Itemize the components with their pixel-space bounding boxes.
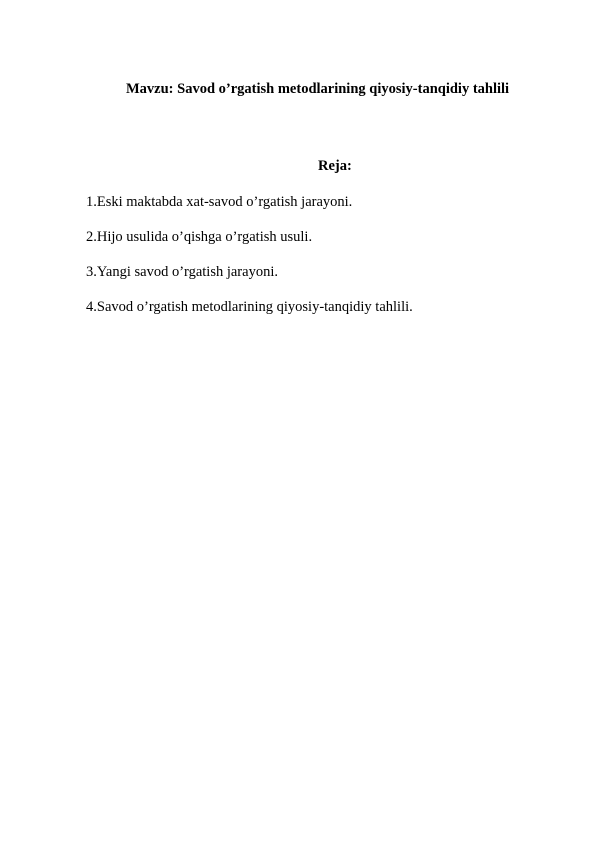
plan-list [86,194,413,334]
plan-item-1: 1.Eski maktabda xat-savod o’rgatish jarayoni. [86,194,353,210]
plan-heading: Reja: [318,158,352,174]
plan-item-3: 3.Yangi savod o’rgatish jarayoni. [86,264,278,280]
plan-item-4: 4.Savod o’rgatish metodlarining qiyosiy-tanqidiy tahlili. [86,299,413,315]
plan-item-2: 2.Hijo usulida o’qishga o’rgatish usuli. [86,229,313,245]
document-title: Mavzu: Savod o’rgatish metodlarining qiyosiy-tanqidiy tahlili [126,81,510,97]
